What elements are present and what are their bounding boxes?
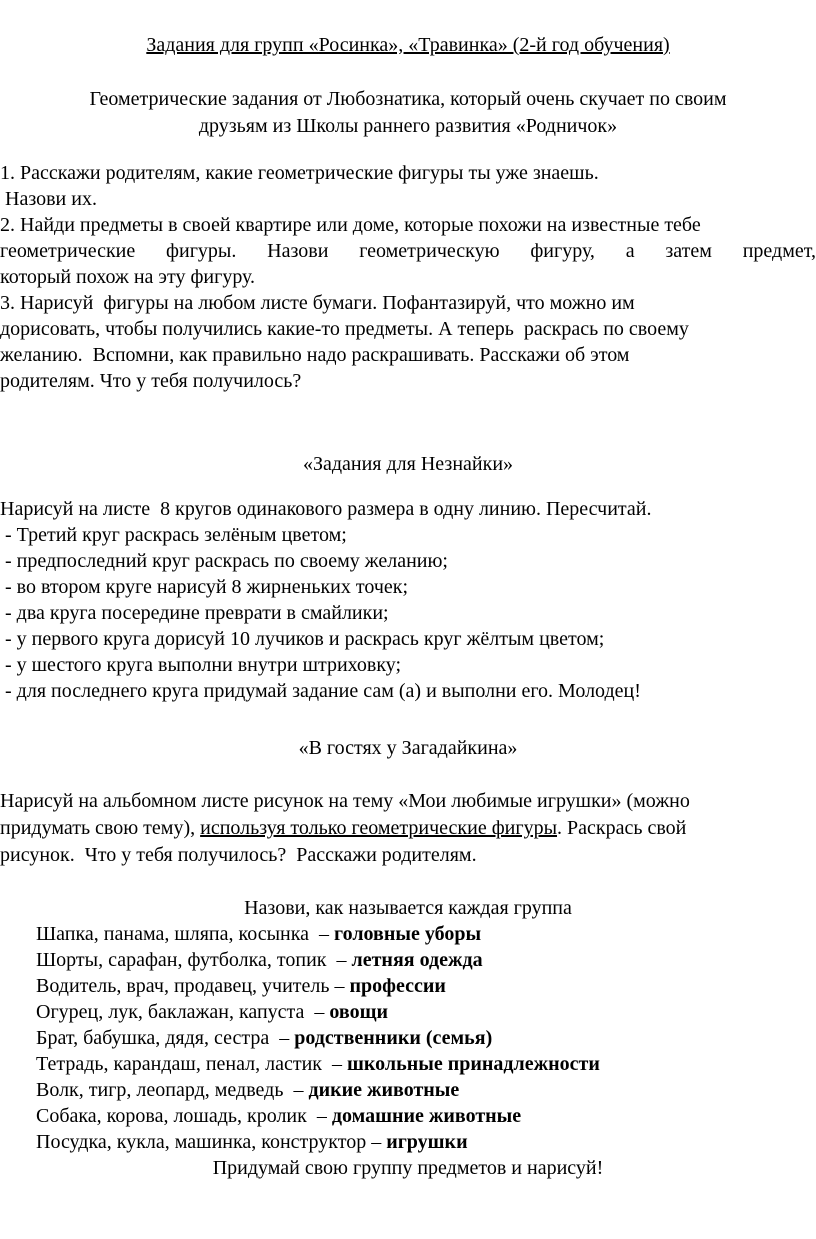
group-answer: профессии: [349, 975, 446, 997]
neznaika-item: - предпоследний круг раскрась по своему желанию;: [0, 550, 448, 572]
zagadaykin-text: . Раскрась свой: [557, 817, 687, 839]
neznaika-heading: «Задания для Незнайки»: [302, 453, 514, 475]
neznaika-item: - у шестого круга выполни внутри штриховку;: [0, 654, 402, 676]
group-row: [36, 1025, 492, 1052]
group-words: Посудка, кукла, машинка, конструктор –: [36, 1131, 387, 1153]
zagadaykin-line-1: Нарисуй на альбомном листе рисунок на тему «Мои любимые игрушки» (можно: [0, 790, 690, 812]
neznaika-item: - два круга посередине преврати в смайлики;: [0, 602, 389, 624]
group-row: [36, 1077, 459, 1104]
zagadaykin-line-3: рисунок. Что у тебя получилось? Расскажи родителям.: [0, 844, 477, 866]
task-line: Назови их.: [0, 188, 97, 210]
group-answer: школьные принадлежности: [347, 1053, 600, 1075]
group-row: [36, 1129, 468, 1156]
groups-heading: Назови, как называется каждая группа: [244, 897, 572, 919]
group-answer: летняя одежда: [351, 949, 483, 971]
group-answer: дикие животные: [308, 1079, 460, 1101]
group-row: [36, 1051, 600, 1078]
zagadaykin-line-2: [0, 815, 686, 842]
group-words: Брат, бабушка, дядя, сестра –: [36, 1027, 295, 1049]
groups-closing: Придумай свою группу предметов и нарисуй!: [212, 1157, 604, 1179]
zagadaykin-underlined-phrase: используя только геометрические фигуры: [200, 817, 558, 839]
group-words: Собака, корова, лошадь, кролик –: [36, 1105, 332, 1127]
task-line: который похож на эту фигуру.: [0, 266, 256, 288]
neznaika-item: - Третий круг раскрась зелёным цветом;: [0, 524, 347, 546]
group-words: Шапка, панама, шляпа, косынка –: [36, 923, 335, 945]
group-answer: головные уборы: [334, 923, 482, 945]
group-row: [36, 973, 446, 1000]
neznaika-item: - для последнего круга придумай задание сам (а) и выполни его. Молодец!: [0, 680, 641, 702]
document-subtitle-line-1: Геометрические задания от Любознатика, который очень скучает по своим: [89, 88, 727, 110]
group-words: Тетрадь, карандаш, пенал, ластик –: [36, 1053, 348, 1075]
neznaika-item: - во втором круге нарисуй 8 жирненьких точек;: [0, 576, 409, 598]
task-line: родителям. Что у тебя получилось?: [0, 370, 302, 392]
group-words: Огурец, лук, баклажан, капуста –: [36, 1001, 330, 1023]
task-line: желанию. Вспомни, как правильно надо раскрашивать. Расскажи об этом: [0, 344, 630, 366]
group-words: Шорты, сарафан, футболка, топик –: [36, 949, 352, 971]
task-line: 3. Нарисуй фигуры на любом листе бумаги. Пофантазируй, что можно им: [0, 292, 635, 314]
group-words: Волк, тигр, леопард, медведь –: [36, 1079, 309, 1101]
zagadaykin-text: придумать свою тему),: [0, 817, 201, 839]
group-row: [36, 999, 388, 1026]
group-row: [36, 1103, 521, 1130]
group-row: [36, 947, 483, 974]
group-row: [36, 921, 481, 948]
group-answer: родственники (семья): [294, 1027, 493, 1049]
neznaika-intro: Нарисуй на листе 8 кругов одинакового размера в одну линию. Пересчитай.: [0, 498, 652, 520]
zagadaykin-heading: «В гостях у Загадайкина»: [298, 737, 518, 759]
group-answer: игрушки: [386, 1131, 468, 1153]
task-line: 1. Расскажи родителям, какие геометрические фигуры ты уже знаешь.: [0, 162, 599, 184]
group-words: Водитель, врач, продавец, учитель –: [36, 975, 350, 997]
document-subtitle-line-2: друзьям из Школы раннего развития «Родничок»: [198, 115, 618, 137]
document-title: Задания для групп «Росинка», «Травинка» (2-й год обучения): [146, 34, 670, 56]
task-line: геометрические фигуры. Назови геометрическую фигуру, а затем предмет,: [0, 240, 816, 262]
group-answer: овощи: [329, 1001, 388, 1023]
group-answer: домашние животные: [331, 1105, 522, 1127]
neznaika-item: - у первого круга дорисуй 10 лучиков и раскрась круг жёлтым цветом;: [0, 628, 605, 650]
task-line: 2. Найди предметы в своей квартире или доме, которые похожи на известные тебе: [0, 214, 701, 236]
task-line: дорисовать, чтобы получились какие-то предметы. А теперь раскрась по своему: [0, 318, 689, 340]
